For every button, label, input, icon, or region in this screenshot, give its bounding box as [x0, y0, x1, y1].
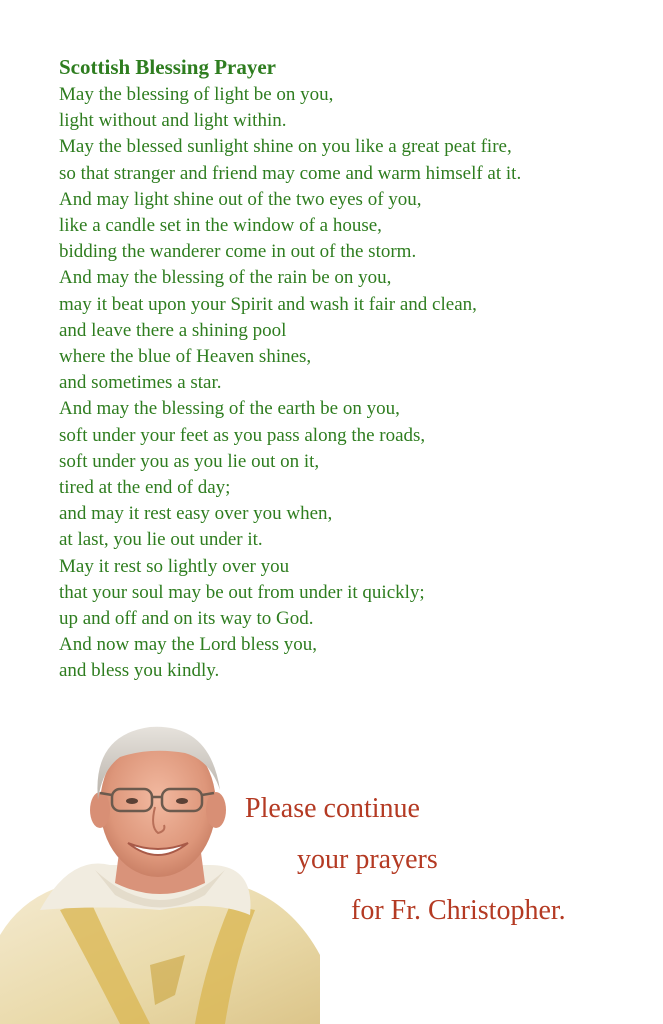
prayer-line: at last, you lie out under it. — [59, 529, 263, 551]
priest-portrait — [0, 705, 320, 1024]
prayer-line: light without and light within. — [59, 110, 287, 132]
prayer-line: bidding the wanderer come in out of the storm. — [59, 241, 417, 263]
prayer-line: and bless you kindly. — [59, 660, 220, 682]
closing-line-3: for Fr. Christopher. — [351, 895, 566, 926]
prayer-line: and leave there a shining pool — [59, 319, 287, 341]
closing-line-1: Please continue — [245, 793, 420, 824]
prayer-line: tired at the end of day; — [59, 477, 231, 499]
prayer-block — [59, 53, 649, 685]
prayer-line: And may the blessing of the rain be on you, — [59, 267, 392, 289]
prayer-line: May it rest so lightly over you — [59, 555, 290, 577]
prayer-line: where the blue of Heaven shines, — [59, 346, 312, 368]
prayer-line: may it beat upon your Spirit and wash it fair and clean, — [59, 293, 477, 315]
closing-line-2: your prayers — [297, 844, 438, 875]
prayer-title: Scottish Blessing Prayer — [59, 55, 276, 79]
prayer-line: soft under your feet as you pass along the roads, — [59, 424, 426, 446]
prayer-text — [59, 82, 649, 685]
prayer-line: and sometimes a star. — [59, 372, 222, 394]
prayer-line: And may the blessing of the earth be on you, — [59, 398, 400, 420]
prayer-line: and may it rest easy over you when, — [59, 503, 333, 525]
prayer-line: soft under you as you lie out on it, — [59, 450, 320, 472]
prayer-line: May the blessed sunlight shine on you like a great peat fire, — [59, 136, 512, 158]
prayer-line: And may light shine out of the two eyes of you, — [59, 188, 422, 210]
prayer-line: so that stranger and friend may come and warm himself at it. — [59, 162, 522, 184]
prayer-line: And now may the Lord bless you, — [59, 634, 318, 656]
prayer-line: like a candle set in the window of a house, — [59, 215, 382, 237]
prayer-line: that your soul may be out from under it quickly; — [59, 581, 425, 603]
prayer-line: May the blessing of light be on you, — [59, 84, 334, 105]
prayer-line: up and off and on its way to God. — [59, 608, 314, 630]
